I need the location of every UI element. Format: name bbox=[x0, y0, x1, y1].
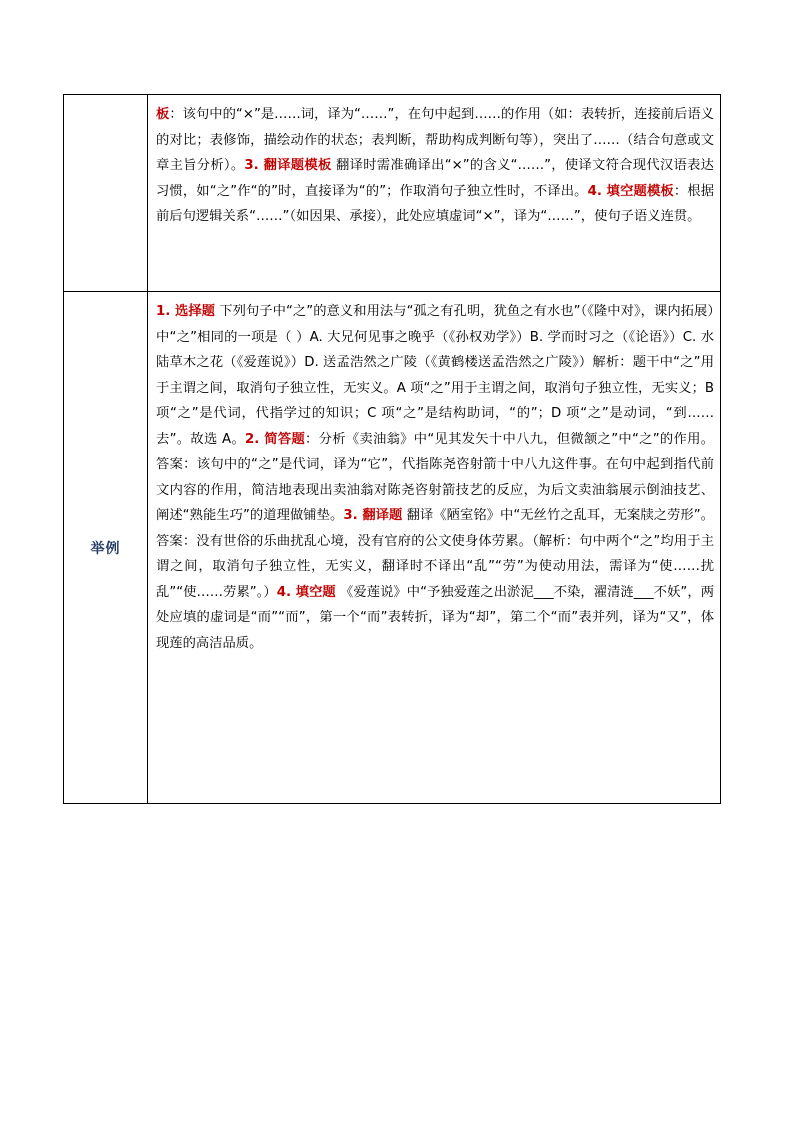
choice-question-text: 下列句子中“之”的意义和用法与“孤之有孔明，犹鱼之有水也”（《隆中对》，课内拓展）中“之”相同的一项是（ ）A. 大兄何见事之晚乎（《孙权劝学》）B. 学而时习之（《论语》）C. 水陆草木之花（《爱莲说》）D. 送孟浩然之广陵（《黄鹤楼送孟浩然之广陵》）解析：题干中“之”用于主谓之间，取消句子独立性，无实义。A 项“之”用于主谓之间，取消句子独立性，无实义；B 项“之”是代词，代指学过的知识；C 项“之”是结构助词，“的”；D 项“之”是动词，“到……去”。故选 A。 bbox=[156, 304, 715, 447]
fill-blank-question-text: 《爱莲说》中“予独爱莲之出淤泥___不染，濯清涟___不妖”，两处应填的虚词是“而”“而”，第一个“而”表转折，译为“却”，第二个“而”表并列，译为“又”，体现莲的高洁品质。 bbox=[156, 584, 714, 651]
fill-blank-question-heading: 4. 填空题 bbox=[276, 584, 336, 600]
template-content-cell bbox=[148, 95, 721, 292]
example-content-cell bbox=[148, 292, 721, 804]
template-row-label-cell bbox=[64, 95, 148, 292]
translation-question-heading: 3. 翻译题 bbox=[343, 508, 403, 523]
template-explanation-text: ：该句中的“×”是……词，译为“……”，在句中起到……的作用（如：表转折，连接前后语义的对比；表修饰，描绘动作的状态；表判断，帮助构成判断句等），突出了……（结合句意或文章主旨分析）。 bbox=[156, 107, 715, 173]
example-row-label-cell bbox=[64, 292, 148, 804]
translation-template-text: 翻译时需准确译出“×”的含义“……”，使译文符合现代汉语表达习惯，如“之”作“的”时，直接译为“的”；作取消句子独立性时，不译出。 bbox=[156, 158, 714, 199]
short-answer-text: ：分析《卖油翁》中“见其发矢十中八九，但微颔之”中“之”的作用。答案：该句中的“之”是代词，译为“它”，代指陈尧咨射箭十中八九这件事。在句中起到指代前文内容的作用，简洁地表现出卖油翁对陈尧咨射箭技艺的反应，为后文卖油翁展示倒油技艺、阐述“熟能生巧”的道理做铺垫。 bbox=[156, 431, 714, 523]
fill-blank-template-text: ：根据前后句逻辑关系“……”（如因果、承接），此处应填虚词“×”，译为“……”，使句子语义连贯。 bbox=[156, 183, 715, 224]
fill-blank-template-heading: 4. 填空题模板 bbox=[587, 183, 674, 199]
translation-question-text: 翻译《陋室铭》中“无丝竹之乱耳，无案牍之劳形”。答案：没有世俗的乐曲扰乱心境，没有官府的公文使身体劳累。（解析：句中两个“之”均用于主谓之间，取消句子独立性，无实义，翻译时不译出“乱”“劳”为使动用法，需译为“使……扰乱”“使……劳累”。） bbox=[156, 508, 715, 600]
translation-template-heading: 3. 翻译题模板 bbox=[244, 158, 332, 173]
example-row bbox=[64, 292, 721, 804]
example-row-label: 举例 bbox=[90, 540, 121, 557]
content-table bbox=[63, 94, 721, 804]
template-row bbox=[64, 95, 721, 292]
template-heading-fragment: 板 bbox=[156, 107, 170, 122]
choice-question-heading: 1. 选择题 bbox=[156, 304, 216, 319]
short-answer-heading: 2. 简答题 bbox=[245, 431, 306, 447]
